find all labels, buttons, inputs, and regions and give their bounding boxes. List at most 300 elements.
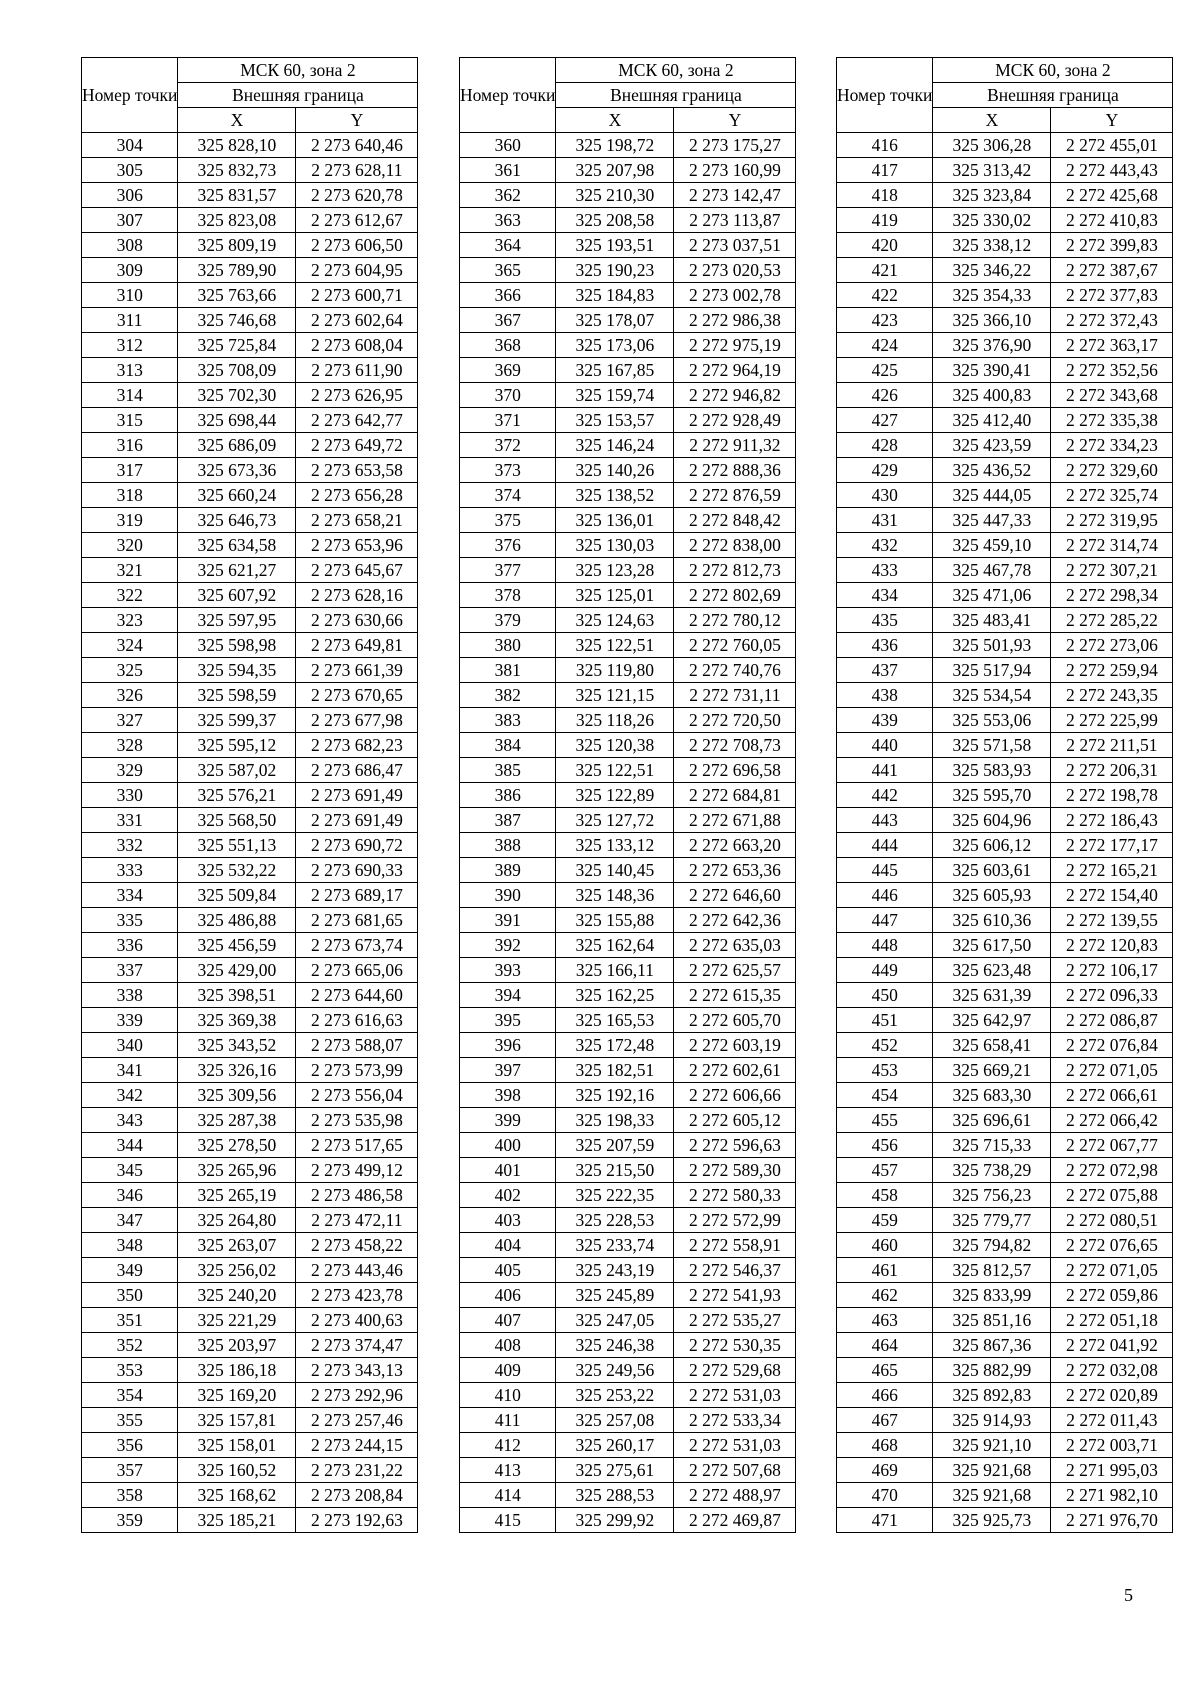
point-number-cell: 391: [460, 908, 556, 933]
table-row: [837, 458, 1173, 483]
point-number-cell: 346: [82, 1183, 178, 1208]
point-number-cell: 329: [82, 758, 178, 783]
x-coordinate-cell: 325 159,74: [556, 383, 674, 408]
table-row: [460, 408, 796, 433]
point-number-cell: 361: [460, 158, 556, 183]
x-coordinate-cell: 325 823,08: [178, 208, 296, 233]
table-row: [82, 1283, 418, 1308]
y-coordinate-cell: 2 272 072,98: [1051, 1158, 1173, 1183]
table-row: [837, 1308, 1173, 1333]
x-coordinate-cell: 325 210,30: [556, 183, 674, 208]
y-coordinate-cell: 2 273 682,23: [296, 733, 418, 758]
table-row: [82, 1258, 418, 1283]
point-number-cell: 412: [460, 1433, 556, 1458]
point-number-cell: 427: [837, 408, 933, 433]
x-coordinate-cell: 325 892,83: [933, 1383, 1051, 1408]
y-coordinate-cell: 2 273 257,46: [296, 1408, 418, 1433]
y-coordinate-cell: 2 272 096,33: [1051, 983, 1173, 1008]
x-coordinate-cell: 325 551,13: [178, 833, 296, 858]
x-coordinate-cell: 325 207,98: [556, 158, 674, 183]
table-row: [837, 158, 1173, 183]
x-coordinate-cell: 325 568,50: [178, 808, 296, 833]
point-number-cell: 360: [460, 133, 556, 158]
table-row: [82, 733, 418, 758]
x-coordinate-cell: 325 756,23: [933, 1183, 1051, 1208]
table-row: [82, 1408, 418, 1433]
y-coordinate-cell: 2 273 673,74: [296, 933, 418, 958]
table-row: [82, 208, 418, 233]
x-coordinate-cell: 325 173,06: [556, 333, 674, 358]
point-number-cell: 343: [82, 1108, 178, 1133]
point-number-cell: 377: [460, 558, 556, 583]
table-row: [82, 458, 418, 483]
point-number-cell: 438: [837, 683, 933, 708]
table-row: [460, 1083, 796, 1108]
point-number-cell: 461: [837, 1258, 933, 1283]
y-coordinate-cell: 2 272 206,31: [1051, 758, 1173, 783]
y-coordinate-cell: 2 272 572,99: [674, 1208, 796, 1233]
point-number-cell: 383: [460, 708, 556, 733]
x-coordinate-cell: 325 623,48: [933, 958, 1051, 983]
table-row: [837, 683, 1173, 708]
y-coordinate-cell: 2 272 076,65: [1051, 1233, 1173, 1258]
y-coordinate-cell: 2 272 041,92: [1051, 1333, 1173, 1358]
x-coordinate-cell: 325 346,22: [933, 258, 1051, 283]
table-row: [837, 383, 1173, 408]
y-coordinate-cell: 2 273 670,65: [296, 683, 418, 708]
x-coordinate-cell: 325 118,26: [556, 708, 674, 733]
table-row: [837, 608, 1173, 633]
x-coordinate-cell: 325 122,51: [556, 758, 674, 783]
point-number-cell: 350: [82, 1283, 178, 1308]
y-coordinate-cell: 2 273 535,98: [296, 1108, 418, 1133]
table-row: [460, 508, 796, 533]
table-row: [460, 1508, 796, 1533]
point-number-cell: 439: [837, 708, 933, 733]
table-row: [460, 683, 796, 708]
table-row: [460, 1433, 796, 1458]
point-number-cell: 430: [837, 483, 933, 508]
x-coordinate-cell: 325 921,10: [933, 1433, 1051, 1458]
coordinates-table-1: [81, 57, 418, 1533]
x-coordinate-cell: 325 221,29: [178, 1308, 296, 1333]
point-number-cell: 341: [82, 1058, 178, 1083]
y-coordinate-cell: 2 273 644,60: [296, 983, 418, 1008]
table-row: [460, 208, 796, 233]
x-coordinate-cell: 325 594,35: [178, 658, 296, 683]
table-row: [460, 1033, 796, 1058]
point-number-cell: 453: [837, 1058, 933, 1083]
x-coordinate-cell: 325 166,11: [556, 958, 674, 983]
point-number-cell: 314: [82, 383, 178, 408]
x-coordinate-cell: 325 673,36: [178, 458, 296, 483]
y-coordinate-cell: 2 272 066,61: [1051, 1083, 1173, 1108]
x-coordinate-cell: 325 240,20: [178, 1283, 296, 1308]
table-row: [460, 1058, 796, 1083]
x-coordinate-cell: 325 501,93: [933, 633, 1051, 658]
y-coordinate-cell: 2 272 876,59: [674, 483, 796, 508]
x-coordinate-cell: 325 423,59: [933, 433, 1051, 458]
y-coordinate-cell: 2 272 469,87: [674, 1508, 796, 1533]
y-coordinate-cell: 2 272 032,08: [1051, 1358, 1173, 1383]
point-number-cell: 437: [837, 658, 933, 683]
table-row: [460, 1108, 796, 1133]
point-number-cell: 369: [460, 358, 556, 383]
y-coordinate-cell: 2 273 616,63: [296, 1008, 418, 1033]
x-coordinate-cell: 325 831,57: [178, 183, 296, 208]
table-row: [837, 1408, 1173, 1433]
table-row: [82, 483, 418, 508]
x-coordinate-cell: 325 794,82: [933, 1233, 1051, 1258]
x-coordinate-cell: 325 130,03: [556, 533, 674, 558]
table-row: [837, 883, 1173, 908]
y-coordinate-cell: 2 273 517,65: [296, 1133, 418, 1158]
point-number-cell: 355: [82, 1408, 178, 1433]
x-coordinate-cell: 325 228,53: [556, 1208, 674, 1233]
y-coordinate-cell: 2 272 377,83: [1051, 283, 1173, 308]
point-number-cell: 339: [82, 1008, 178, 1033]
x-coordinate-cell: 325 851,16: [933, 1308, 1051, 1333]
point-number-cell: 336: [82, 933, 178, 958]
x-coordinate-cell: 325 275,61: [556, 1458, 674, 1483]
point-number-cell: 311: [82, 308, 178, 333]
point-number-cell: 451: [837, 1008, 933, 1033]
point-number-cell: 407: [460, 1308, 556, 1333]
table-row: [82, 1058, 418, 1083]
table-row: [460, 458, 796, 483]
y-coordinate-cell: 2 273 612,67: [296, 208, 418, 233]
y-coordinate-cell: 2 272 343,68: [1051, 383, 1173, 408]
x-coordinate-cell: 325 122,51: [556, 633, 674, 658]
y-coordinate-cell: 2 272 335,38: [1051, 408, 1173, 433]
table-row: [837, 1358, 1173, 1383]
point-number-cell: 426: [837, 383, 933, 408]
y-coordinate-cell: 2 272 928,49: [674, 408, 796, 433]
x-coordinate-cell: 325 610,36: [933, 908, 1051, 933]
x-coordinate-cell: 325 208,58: [556, 208, 674, 233]
x-coordinate-cell: 325 583,93: [933, 758, 1051, 783]
point-number-cell: 389: [460, 858, 556, 883]
table-row: [82, 1008, 418, 1033]
table-row: [82, 408, 418, 433]
y-coordinate-cell: 2 272 020,89: [1051, 1383, 1173, 1408]
x-coordinate-cell: 325 658,41: [933, 1033, 1051, 1058]
y-coordinate-cell: 2 272 086,87: [1051, 1008, 1173, 1033]
y-coordinate-cell: 2 272 653,36: [674, 858, 796, 883]
y-coordinate-cell: 2 273 611,90: [296, 358, 418, 383]
y-coordinate-cell: 2 272 080,51: [1051, 1208, 1173, 1233]
y-coordinate-cell: 2 273 231,22: [296, 1458, 418, 1483]
x-coordinate-cell: 325 925,73: [933, 1508, 1051, 1533]
x-coordinate-cell: 325 642,97: [933, 1008, 1051, 1033]
y-coordinate-cell: 2 272 198,78: [1051, 783, 1173, 808]
y-coordinate-cell: 2 272 684,81: [674, 783, 796, 808]
point-number-cell: 402: [460, 1183, 556, 1208]
point-number-cell: 348: [82, 1233, 178, 1258]
point-number-cell: 429: [837, 458, 933, 483]
table-row: [82, 358, 418, 383]
x-coordinate-cell: 325 160,52: [178, 1458, 296, 1483]
point-number-cell: 440: [837, 733, 933, 758]
y-coordinate-cell: 2 273 691,49: [296, 808, 418, 833]
table-row: [460, 833, 796, 858]
y-coordinate-cell: 2 273 556,04: [296, 1083, 418, 1108]
table-row: [82, 1458, 418, 1483]
point-number-cell: 386: [460, 783, 556, 808]
y-coordinate-cell: 2 272 177,17: [1051, 833, 1173, 858]
point-number-cell: 464: [837, 1333, 933, 1358]
point-number-cell: 340: [82, 1033, 178, 1058]
x-coordinate-cell: 325 125,01: [556, 583, 674, 608]
x-coordinate-cell: 325 123,28: [556, 558, 674, 583]
x-coordinate-cell: 325 330,02: [933, 208, 1051, 233]
y-coordinate-cell: 2 272 066,42: [1051, 1108, 1173, 1133]
y-coordinate-cell: 2 273 690,33: [296, 858, 418, 883]
point-number-cell: 410: [460, 1383, 556, 1408]
x-coordinate-cell: 325 288,53: [556, 1483, 674, 1508]
table-row: [837, 1183, 1173, 1208]
x-coordinate-cell: 325 429,00: [178, 958, 296, 983]
y-coordinate-cell: 2 273 573,99: [296, 1058, 418, 1083]
x-coordinate-cell: 325 246,38: [556, 1333, 674, 1358]
point-number-cell: 414: [460, 1483, 556, 1508]
point-number-cell: 370: [460, 383, 556, 408]
point-number-cell: 384: [460, 733, 556, 758]
boundary-header: Внешняя граница: [556, 83, 796, 108]
y-coordinate-cell: 2 272 531,03: [674, 1383, 796, 1408]
point-number-cell: 376: [460, 533, 556, 558]
point-number-cell: 332: [82, 833, 178, 858]
table-row: [82, 508, 418, 533]
point-number-cell: 328: [82, 733, 178, 758]
y-coordinate-cell: 2 273 472,11: [296, 1208, 418, 1233]
point-number-header: Номер точки: [82, 58, 178, 133]
point-number-cell: 367: [460, 308, 556, 333]
x-coordinate-cell: 325 398,51: [178, 983, 296, 1008]
y-coordinate-cell: 2 272 663,20: [674, 833, 796, 858]
table-row: [82, 858, 418, 883]
point-number-cell: 306: [82, 183, 178, 208]
y-header: Y: [1051, 108, 1173, 133]
x-coordinate-cell: 325 158,01: [178, 1433, 296, 1458]
y-coordinate-cell: 2 272 075,88: [1051, 1183, 1173, 1208]
x-coordinate-cell: 325 140,45: [556, 858, 674, 883]
table-row: [837, 858, 1173, 883]
y-coordinate-cell: 2 272 535,27: [674, 1308, 796, 1333]
x-coordinate-cell: 325 509,84: [178, 883, 296, 908]
point-number-cell: 406: [460, 1283, 556, 1308]
x-coordinate-cell: 325 326,16: [178, 1058, 296, 1083]
x-coordinate-cell: 325 828,10: [178, 133, 296, 158]
y-coordinate-cell: 2 271 982,10: [1051, 1483, 1173, 1508]
table-row: [82, 983, 418, 1008]
x-coordinate-cell: 325 120,38: [556, 733, 674, 758]
x-coordinate-cell: 325 343,52: [178, 1033, 296, 1058]
y-coordinate-cell: 2 273 002,78: [674, 283, 796, 308]
y-coordinate-cell: 2 272 003,71: [1051, 1433, 1173, 1458]
point-number-cell: 321: [82, 558, 178, 583]
y-coordinate-cell: 2 272 011,43: [1051, 1408, 1173, 1433]
y-coordinate-cell: 2 273 628,16: [296, 583, 418, 608]
y-coordinate-cell: 2 272 975,19: [674, 333, 796, 358]
y-coordinate-cell: 2 273 602,64: [296, 308, 418, 333]
table-row: [460, 1383, 796, 1408]
table-row: [460, 1408, 796, 1433]
y-coordinate-cell: 2 272 285,22: [1051, 608, 1173, 633]
table-row: [837, 1133, 1173, 1158]
point-number-cell: 319: [82, 508, 178, 533]
y-coordinate-cell: 2 272 888,36: [674, 458, 796, 483]
table-row: [837, 1108, 1173, 1133]
x-coordinate-cell: 325 167,85: [556, 358, 674, 383]
table-row: [82, 833, 418, 858]
table-row: [837, 983, 1173, 1008]
point-number-cell: 323: [82, 608, 178, 633]
y-coordinate-cell: 2 272 051,18: [1051, 1308, 1173, 1333]
point-number-cell: 403: [460, 1208, 556, 1233]
point-number-cell: 465: [837, 1358, 933, 1383]
point-number-cell: 363: [460, 208, 556, 233]
table-row: [837, 1208, 1173, 1233]
page-number: 5: [1124, 1585, 1133, 1605]
x-coordinate-cell: 325 172,48: [556, 1033, 674, 1058]
y-coordinate-cell: 2 272 606,66: [674, 1083, 796, 1108]
point-number-cell: 351: [82, 1308, 178, 1333]
table-row: [837, 1008, 1173, 1033]
table-row: [837, 1433, 1173, 1458]
point-number-cell: 467: [837, 1408, 933, 1433]
table-row: [82, 158, 418, 183]
x-coordinate-cell: 325 617,50: [933, 933, 1051, 958]
point-number-cell: 409: [460, 1358, 556, 1383]
x-coordinate-cell: 325 138,52: [556, 483, 674, 508]
y-coordinate-cell: 2 272 625,57: [674, 958, 796, 983]
x-coordinate-cell: 325 260,17: [556, 1433, 674, 1458]
table-row: [837, 758, 1173, 783]
table-row: [837, 1508, 1173, 1533]
point-number-cell: 378: [460, 583, 556, 608]
table-row: [460, 1258, 796, 1283]
x-coordinate-cell: 325 124,63: [556, 608, 674, 633]
y-coordinate-cell: 2 273 160,99: [674, 158, 796, 183]
table-row: [460, 483, 796, 508]
point-number-cell: 433: [837, 558, 933, 583]
point-number-cell: 441: [837, 758, 933, 783]
x-coordinate-cell: 325 121,15: [556, 683, 674, 708]
table-row: [82, 308, 418, 333]
table-row: [460, 608, 796, 633]
point-number-cell: 387: [460, 808, 556, 833]
point-number-cell: 393: [460, 958, 556, 983]
y-coordinate-cell: 2 272 731,11: [674, 683, 796, 708]
x-coordinate-cell: 325 921,68: [933, 1483, 1051, 1508]
y-coordinate-cell: 2 272 059,86: [1051, 1283, 1173, 1308]
y-coordinate-cell: 2 273 661,39: [296, 658, 418, 683]
table-row: [82, 883, 418, 908]
y-coordinate-cell: 2 272 399,83: [1051, 233, 1173, 258]
point-number-cell: 445: [837, 858, 933, 883]
table-row: [82, 1033, 418, 1058]
y-coordinate-cell: 2 272 076,84: [1051, 1033, 1173, 1058]
table-row: [837, 1258, 1173, 1283]
y-coordinate-cell: 2 272 720,50: [674, 708, 796, 733]
boundary-header: Внешняя граница: [178, 83, 418, 108]
point-number-cell: 436: [837, 633, 933, 658]
table-row: [460, 733, 796, 758]
y-coordinate-cell: 2 273 620,78: [296, 183, 418, 208]
x-coordinate-cell: 325 122,89: [556, 783, 674, 808]
y-coordinate-cell: 2 273 600,71: [296, 283, 418, 308]
table-row: [460, 283, 796, 308]
table-row: [82, 333, 418, 358]
table-row: [837, 733, 1173, 758]
y-coordinate-cell: 2 273 640,46: [296, 133, 418, 158]
y-coordinate-cell: 2 272 986,38: [674, 308, 796, 333]
x-coordinate-cell: 325 265,96: [178, 1158, 296, 1183]
point-number-cell: 404: [460, 1233, 556, 1258]
point-number-cell: 398: [460, 1083, 556, 1108]
point-number-cell: 320: [82, 533, 178, 558]
table-row: [82, 558, 418, 583]
table-row: [82, 1433, 418, 1458]
point-number-cell: 443: [837, 808, 933, 833]
point-number-cell: 435: [837, 608, 933, 633]
table-row: [460, 383, 796, 408]
x-coordinate-cell: 325 265,19: [178, 1183, 296, 1208]
x-coordinate-cell: 325 571,58: [933, 733, 1051, 758]
point-number-cell: 432: [837, 533, 933, 558]
coordinate-system-header: МСК 60, зона 2: [178, 58, 418, 83]
point-number-cell: 304: [82, 133, 178, 158]
point-number-cell: 417: [837, 158, 933, 183]
table-row: [837, 333, 1173, 358]
x-coordinate-cell: 325 256,02: [178, 1258, 296, 1283]
x-coordinate-cell: 325 599,37: [178, 708, 296, 733]
point-number-cell: 380: [460, 633, 556, 658]
point-number-cell: 353: [82, 1358, 178, 1383]
table-row: [460, 658, 796, 683]
table-row: [460, 1358, 796, 1383]
table-row: [837, 183, 1173, 208]
x-coordinate-cell: 325 390,41: [933, 358, 1051, 383]
y-coordinate-cell: 2 273 499,12: [296, 1158, 418, 1183]
table-row: [837, 708, 1173, 733]
x-coordinate-cell: 325 467,78: [933, 558, 1051, 583]
table-row: [460, 758, 796, 783]
point-number-cell: 337: [82, 958, 178, 983]
table-row: [460, 1008, 796, 1033]
point-number-cell: 444: [837, 833, 933, 858]
y-coordinate-cell: 2 272 671,88: [674, 808, 796, 833]
point-number-header: Номер точки: [460, 58, 556, 133]
x-coordinate-cell: 325 193,51: [556, 233, 674, 258]
table-row: [837, 833, 1173, 858]
x-coordinate-cell: 325 534,54: [933, 683, 1051, 708]
x-coordinate-cell: 325 157,81: [178, 1408, 296, 1433]
table-row: [460, 633, 796, 658]
table-row: [837, 1283, 1173, 1308]
y-coordinate-cell: 2 273 423,78: [296, 1283, 418, 1308]
x-coordinate-cell: 325 459,10: [933, 533, 1051, 558]
x-coordinate-cell: 325 178,07: [556, 308, 674, 333]
x-coordinate-cell: 325 660,24: [178, 483, 296, 508]
table-row: [82, 1208, 418, 1233]
point-number-cell: 371: [460, 408, 556, 433]
x-coordinate-cell: 325 287,38: [178, 1108, 296, 1133]
point-number-cell: 366: [460, 283, 556, 308]
y-coordinate-cell: 2 272 546,37: [674, 1258, 796, 1283]
point-number-cell: 405: [460, 1258, 556, 1283]
